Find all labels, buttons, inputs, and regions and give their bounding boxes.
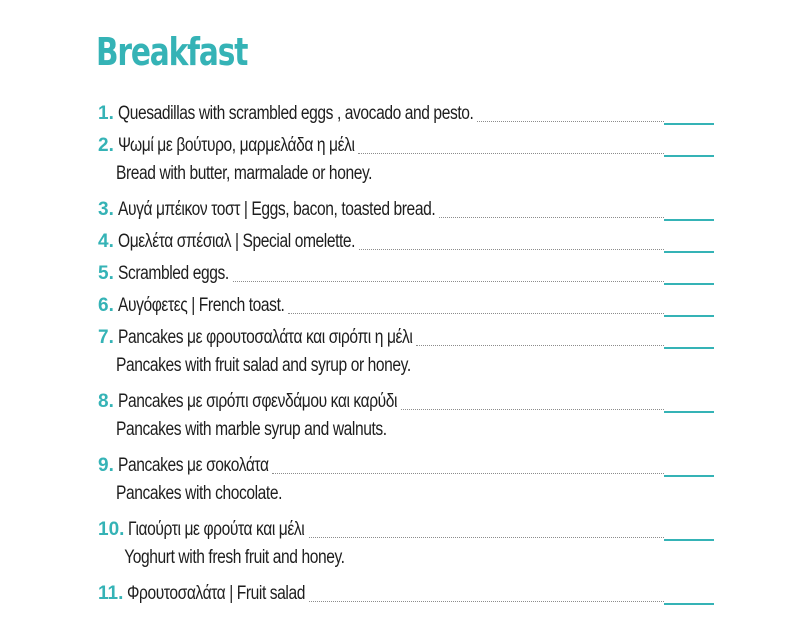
item-number: 5. — [98, 263, 114, 284]
price-blank — [664, 123, 714, 125]
dot-leader — [309, 601, 664, 602]
menu-item — [98, 94, 714, 126]
dot-leader — [233, 281, 664, 282]
item-name: Αυγά μπέικον τοστ | Eggs, bacon, toasted bread. — [117, 199, 436, 220]
item-number: 9. — [98, 455, 114, 476]
item-number: 10. — [98, 519, 125, 540]
item-number: 6. — [98, 295, 114, 316]
item-number: 3. — [98, 199, 114, 220]
menu-item — [98, 126, 714, 190]
price-blank — [664, 251, 714, 253]
item-name: Ψωμί με βούτυρο, μαρμελάδα η μέλι — [117, 135, 355, 156]
menu-title: Breakfast — [96, 30, 248, 74]
item-name: Quesadillas with scrambled eggs , avocado and pesto. — [117, 103, 474, 124]
price-blank — [664, 315, 714, 317]
dot-leader — [477, 121, 664, 122]
price-blank — [664, 539, 714, 541]
item-translation: Bread with butter, marmalade or honey. — [116, 163, 373, 184]
price-blank — [664, 603, 714, 605]
item-name: Pancakes με σοκολάτα — [117, 455, 269, 476]
dot-leader — [309, 537, 664, 538]
menu-item — [98, 222, 714, 254]
price-blank — [664, 155, 714, 157]
menu-item — [98, 254, 714, 286]
item-translation: Pancakes with fruit salad and syrup or honey. — [116, 355, 411, 376]
price-blank — [664, 475, 714, 477]
dot-leader — [359, 249, 664, 250]
menu-item — [98, 190, 714, 222]
item-name: Γιαούρτι με φρούτα και μέλι — [128, 519, 305, 540]
menu-item — [98, 318, 714, 382]
menu-item — [98, 446, 714, 510]
dot-leader — [416, 345, 664, 346]
dot-leader — [358, 153, 664, 154]
price-blank — [664, 219, 714, 221]
item-translation: Pancakes with chocolate. — [116, 483, 283, 504]
item-name: Scrambled eggs. — [117, 263, 229, 284]
item-translation: Pancakes with marble syrup and walnuts. — [116, 419, 387, 440]
price-blank — [664, 347, 714, 349]
price-blank — [664, 411, 714, 413]
price-blank — [664, 283, 714, 285]
item-number: 8. — [98, 391, 114, 412]
dot-leader — [288, 313, 664, 314]
item-name: Αυγόφετες | French toast. — [117, 295, 285, 316]
dot-leader — [272, 473, 664, 474]
item-number: 4. — [98, 231, 114, 252]
breakfast-menu-list — [98, 94, 714, 606]
item-translation: Yoghurt with fresh fruit and honey. — [124, 547, 345, 568]
item-name: Φρουτοσαλάτα | Fruit salad — [127, 583, 306, 604]
dot-leader — [401, 409, 664, 410]
item-name: Ομελέτα σπέσιαλ | Special omelette. — [117, 231, 355, 252]
item-number: 2. — [98, 135, 114, 156]
menu-item — [98, 574, 714, 606]
dot-leader — [439, 217, 664, 218]
item-number: 1. — [98, 103, 114, 124]
item-name: Pancakes με σιρόπι σφενδάμου και καρύδι — [117, 391, 397, 412]
menu-item — [98, 510, 714, 574]
item-number: 11. — [98, 583, 124, 604]
menu-item — [98, 286, 714, 318]
item-number: 7. — [98, 327, 114, 348]
menu-item — [98, 382, 714, 446]
item-name: Pancakes με φρουτοσαλάτα και σιρόπι η μέλι — [117, 327, 413, 348]
